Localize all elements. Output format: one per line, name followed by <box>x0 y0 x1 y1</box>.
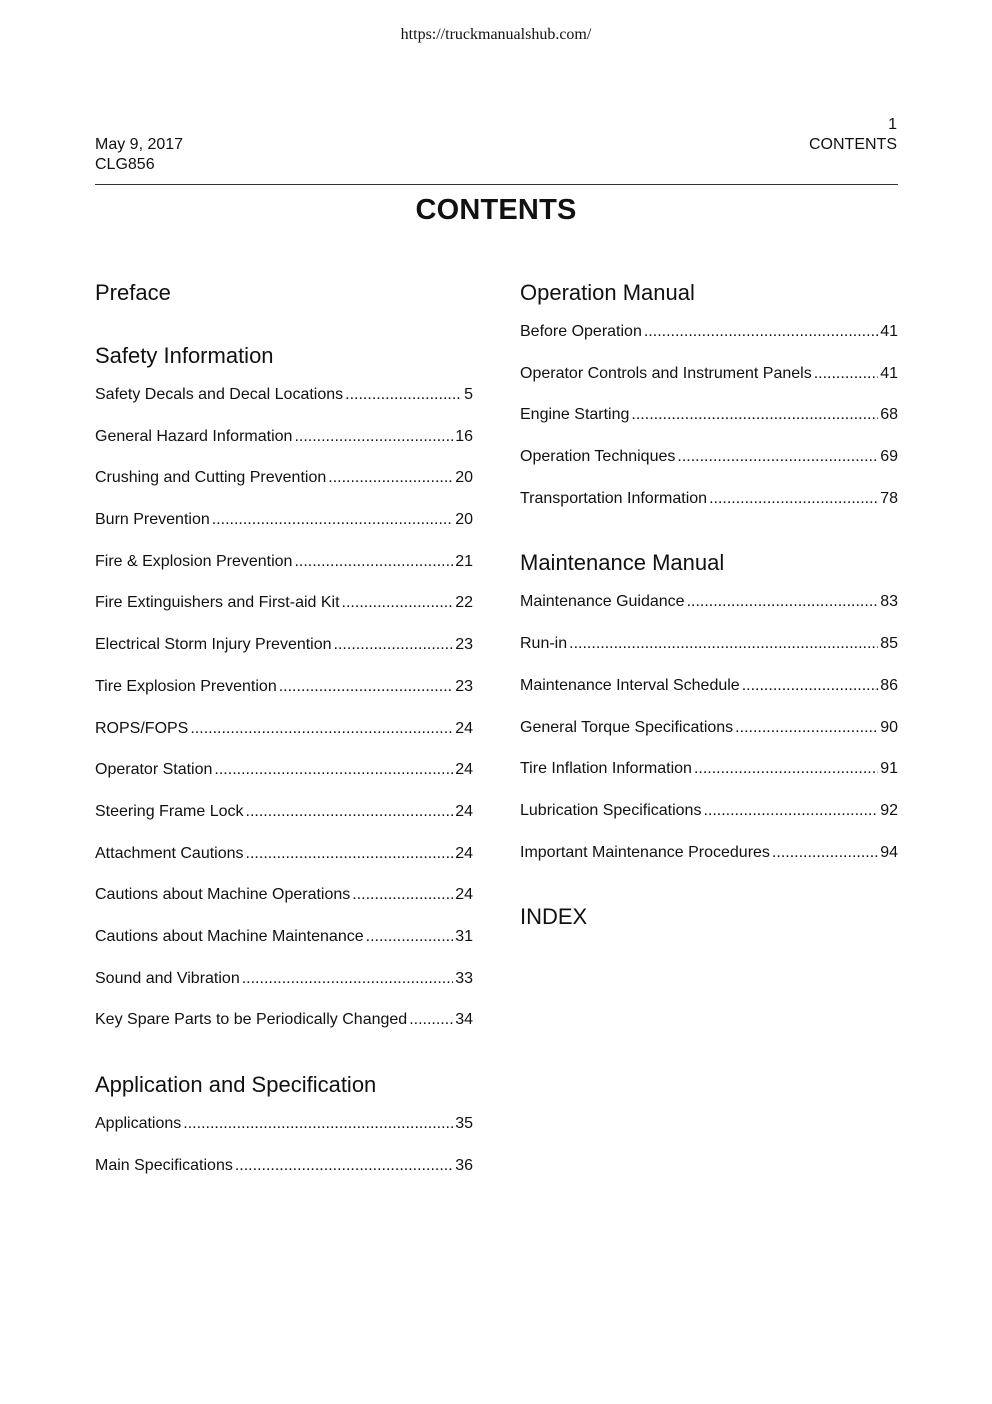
toc-leader-dots <box>342 593 454 613</box>
header-divider <box>95 184 898 185</box>
toc-leader-dots <box>345 385 462 405</box>
toc-entry-page: 94 <box>880 843 898 861</box>
section-preface[interactable]: Preface <box>95 280 171 305</box>
toc-entry[interactable] <box>95 468 473 488</box>
toc-entry[interactable] <box>520 447 898 467</box>
toc-entry-label: Before Operation <box>520 323 642 340</box>
toc-entry-label: Run-in <box>520 635 568 653</box>
toc-entry-page: 23 <box>455 677 473 695</box>
toc-entry-label: Key Spare Parts to be Periodically Changed <box>95 1011 408 1029</box>
safety-entries <box>95 385 473 1030</box>
toc-leader-dots <box>246 802 454 822</box>
toc-leader-dots <box>644 322 878 342</box>
toc-leader-dots <box>735 718 878 738</box>
application-entries <box>95 1114 473 1176</box>
toc-entry-label: Cautions about Machine Maintenance <box>95 927 364 945</box>
toc-entry-label: Tire Explosion Prevention <box>95 677 277 695</box>
toc-leader-dots <box>703 801 878 821</box>
toc-entry-label: Engine Starting <box>520 406 630 424</box>
toc-entry-page: 31 <box>455 927 473 945</box>
toc-entry[interactable] <box>520 843 898 863</box>
header-left <box>95 135 183 175</box>
toc-leader-dots <box>366 927 454 947</box>
section-maintenance-manual[interactable]: Maintenance Manual <box>520 550 725 576</box>
toc-entry-page: 69 <box>880 448 898 466</box>
toc-leader-dots <box>409 1010 453 1030</box>
toc-entry[interactable] <box>95 510 473 530</box>
toc-entry-label: Attachment Cautions <box>95 844 244 862</box>
toc-entry[interactable] <box>95 885 473 905</box>
toc-leader-dots <box>246 844 454 864</box>
toc-entry-page: 24 <box>455 844 473 862</box>
toc-entry-label: Sound and Vibration <box>95 969 240 987</box>
toc-entry-label: General Torque Specifications <box>520 718 734 736</box>
toc-entry-label: Applications <box>95 1115 182 1132</box>
toc-leader-dots <box>279 677 453 697</box>
toc-entry-label: Tire Inflation Information <box>520 760 692 778</box>
toc-entry-label: Operation Techniques <box>520 448 676 466</box>
toc-leader-dots <box>334 635 454 655</box>
header-section: CONTENTS <box>809 136 897 153</box>
toc-entry-label: Electrical Storm Injury Prevention <box>95 636 332 654</box>
toc-entry-label: Important Maintenance Procedures <box>520 843 770 861</box>
toc-entry[interactable] <box>520 634 898 654</box>
toc-leader-dots <box>352 885 453 905</box>
toc-entry-label: Fire & Explosion Prevention <box>95 552 293 570</box>
toc-entry[interactable] <box>95 719 473 739</box>
toc-entry[interactable] <box>95 1010 473 1030</box>
source-url[interactable]: https://truckmanualshub.com/ <box>400 26 592 43</box>
header-page-number: 1 <box>888 116 897 133</box>
toc-entry[interactable] <box>520 801 898 821</box>
maintenance-entries <box>520 592 898 862</box>
toc-entry[interactable] <box>95 969 473 989</box>
toc-entry-label: Lubrication Specifications <box>520 801 702 819</box>
toc-entry-label: Main Specifications <box>95 1156 233 1174</box>
toc-entry-page: 41 <box>880 364 898 382</box>
toc-leader-dots <box>183 1114 453 1134</box>
header-model: CLG856 <box>95 156 155 173</box>
toc-entry-label: Maintenance Guidance <box>520 593 685 611</box>
toc-entry[interactable] <box>520 489 898 509</box>
toc-entry[interactable] <box>520 405 898 425</box>
toc-entry-page: 16 <box>455 427 473 445</box>
toc-entry-label: Safety Decals and Decal Locations <box>95 386 344 403</box>
toc-entry[interactable] <box>95 593 473 613</box>
toc-entry-label: Cautions about Machine Operations <box>95 886 351 904</box>
toc-entry[interactable] <box>520 759 898 779</box>
toc-leader-dots <box>687 592 879 612</box>
toc-leader-dots <box>709 489 878 509</box>
toc-entry-page: 20 <box>455 469 473 487</box>
toc-leader-dots <box>190 719 453 739</box>
toc-leader-dots <box>294 427 453 447</box>
toc-leader-dots <box>235 1156 453 1176</box>
toc-entry[interactable] <box>520 364 898 384</box>
toc-leader-dots <box>742 676 879 696</box>
toc-entry-page: 20 <box>455 511 473 529</box>
toc-leader-dots <box>242 969 453 989</box>
page-title: CONTENTS <box>415 194 577 226</box>
toc-entry[interactable] <box>95 844 473 864</box>
header-date: May 9, 2017 <box>95 136 184 153</box>
operation-entries <box>520 322 898 509</box>
toc-leader-dots <box>814 364 879 384</box>
toc-entry[interactable] <box>95 1156 473 1176</box>
toc-entry[interactable] <box>520 718 898 738</box>
toc-leader-dots <box>694 759 878 779</box>
toc-entry-page: 33 <box>455 969 473 987</box>
section-safety-information[interactable]: Safety Information <box>95 343 274 368</box>
toc-entry-label: ROPS/FOPS <box>95 719 189 737</box>
toc-entry[interactable] <box>520 592 898 612</box>
toc-entry-page: 24 <box>455 886 473 904</box>
section-application-specification[interactable]: Application and Specification <box>95 1072 377 1097</box>
toc-leader-dots <box>631 405 878 425</box>
toc-entry-page: 92 <box>880 801 898 819</box>
toc-leader-dots <box>569 634 878 654</box>
toc-entry-page: 36 <box>455 1156 473 1174</box>
toc-entry-label: Operator Controls and Instrument Panels <box>520 364 812 382</box>
toc-entry-page: 41 <box>880 323 898 340</box>
toc-entry-page: 24 <box>455 719 473 737</box>
toc-entry-label: Operator Station <box>95 761 213 779</box>
toc-entry-page: 21 <box>455 552 473 570</box>
toc-entry-page: 86 <box>880 676 898 694</box>
toc-entry-label: Crushing and Cutting Prevention <box>95 469 327 487</box>
toc-entry-label: Burn Prevention <box>95 511 210 529</box>
toc-entry[interactable] <box>95 552 473 572</box>
toc-entry[interactable] <box>520 676 898 696</box>
toc-entry-page: 68 <box>880 406 898 424</box>
toc-entry[interactable] <box>95 760 473 780</box>
toc-entry[interactable] <box>95 927 473 947</box>
toc-leader-dots <box>214 760 453 780</box>
header-right <box>809 115 897 155</box>
toc-entry-page: 5 <box>464 386 473 403</box>
toc-entry-label: Fire Extinguishers and First-aid Kit <box>95 594 340 612</box>
toc-entry-page: 35 <box>455 1115 473 1132</box>
toc-entry-label: Transportation Information <box>520 489 708 507</box>
toc-entry[interactable] <box>95 427 473 447</box>
toc-entry-page: 23 <box>455 636 473 654</box>
toc-leader-dots <box>212 510 453 530</box>
toc-entry-page: 24 <box>455 802 473 820</box>
toc-entry-label: Steering Frame Lock <box>95 802 244 820</box>
toc-entry[interactable] <box>95 802 473 822</box>
toc-entry-page: 85 <box>880 635 898 653</box>
toc-leader-dots <box>677 447 878 467</box>
toc-entry[interactable] <box>520 322 898 342</box>
section-operation-manual[interactable]: Operation Manual <box>520 280 695 305</box>
toc-entry-page: 24 <box>455 761 473 779</box>
toc-right-column <box>520 278 898 946</box>
toc-leader-dots <box>328 468 453 488</box>
section-index[interactable]: INDEX <box>520 904 588 930</box>
toc-entry[interactable] <box>95 385 473 405</box>
toc-entry-page: 78 <box>880 489 898 507</box>
toc-entry[interactable] <box>95 677 473 697</box>
toc-entry[interactable] <box>95 1114 473 1134</box>
toc-entry[interactable] <box>95 635 473 655</box>
toc-entry-page: 34 <box>455 1011 473 1029</box>
toc-entry-label: Maintenance Interval Schedule <box>520 676 740 694</box>
toc-entry-page: 91 <box>880 760 898 778</box>
toc-entry-page: 90 <box>880 718 898 736</box>
toc-entry-page: 22 <box>455 594 473 612</box>
toc-entry-page: 83 <box>880 593 898 611</box>
toc-leader-dots <box>294 552 453 572</box>
toc-left-column <box>95 278 473 1197</box>
toc-entry-label: General Hazard Information <box>95 427 293 445</box>
toc-leader-dots <box>772 843 878 863</box>
